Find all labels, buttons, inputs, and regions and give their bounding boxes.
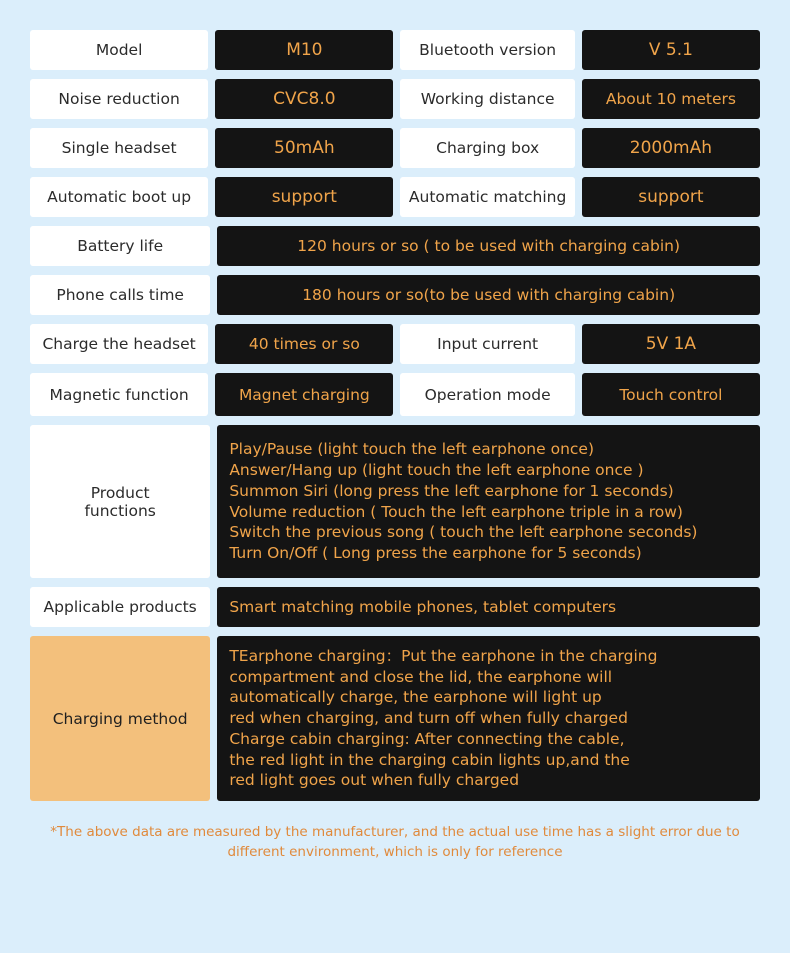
spec-value-operation-mode: Touch control <box>582 373 760 416</box>
table-row-charging-method <box>30 636 760 801</box>
spec-label-noise-reduction: Noise reduction <box>30 79 208 119</box>
spec-label-product-functions <box>30 425 210 578</box>
spec-value-charging-method <box>217 636 760 801</box>
spec-value-bluetooth-version: V 5.1 <box>582 30 760 70</box>
spec-value-magnetic-function: Magnet charging <box>215 373 393 416</box>
spec-label-single-headset: Single headset <box>30 128 208 168</box>
spec-value-phone-calls-time: 180 hours or so(to be used with charging cabin) <box>217 275 760 315</box>
spec-value-applicable-products: Smart matching mobile phones, tablet computers <box>217 587 760 627</box>
product-function-line: Play/Pause (light touch the left earphone once) <box>229 440 595 459</box>
spec-value-automatic-boot-up: support <box>215 177 393 217</box>
spec-label-applicable-products: Applicable products <box>30 587 210 627</box>
spec-value-model: M10 <box>215 30 393 70</box>
spec-value-working-distance: About 10 meters <box>582 79 760 119</box>
product-functions-label-line2: functions <box>84 501 156 520</box>
spec-label-charge-the-headset: Charge the headset <box>30 324 208 364</box>
spec-label-phone-calls-time: Phone calls time <box>30 275 210 315</box>
product-function-line: Switch the previous song ( touch the left earphone seconds) <box>229 523 698 542</box>
spec-value-charge-the-headset: 40 times or so <box>215 324 393 364</box>
charging-method-line: Charge cabin charging: After connecting the cable, <box>229 729 625 748</box>
spec-label-input-current: Input current <box>400 324 574 364</box>
product-function-line: Summon Siri (long press the left earphone for 1 seconds) <box>229 481 674 500</box>
spec-value-single-headset: 50mAh <box>215 128 393 168</box>
table-row <box>30 128 760 168</box>
table-row <box>30 79 760 119</box>
spec-label-operation-mode: Operation mode <box>400 373 574 416</box>
table-row <box>30 226 760 266</box>
product-function-line: Turn On/Off ( Long press the earphone for 5 seconds) <box>229 544 642 563</box>
spec-label-automatic-boot-up: Automatic boot up <box>30 177 208 217</box>
table-row-product-functions <box>30 425 760 578</box>
spec-label-model: Model <box>30 30 208 70</box>
charging-method-line: red when charging, and turn off when fully charged <box>229 709 628 728</box>
charging-method-line: TEarphone charging：Put the earphone in the charging <box>229 646 658 665</box>
charging-method-line: automatically charge, the earphone will light up <box>229 688 602 707</box>
spec-label-charging-box: Charging box <box>400 128 574 168</box>
spec-label-charging-method: Charging method <box>30 636 210 801</box>
footnote: *The above data are measured by the manufacturer, and the actual use time has a slight error due to different environment, which is only for reference <box>50 824 740 861</box>
product-function-line: Answer/Hang up (light touch the left earphone once ) <box>229 460 644 479</box>
spec-value-input-current: 5V 1A <box>582 324 760 364</box>
spec-label-bluetooth-version: Bluetooth version <box>400 30 574 70</box>
spec-value-charging-box: 2000mAh <box>582 128 760 168</box>
table-row <box>30 275 760 315</box>
product-function-line: Volume reduction ( Touch the left earphone triple in a row) <box>229 502 683 521</box>
charging-method-line: the red light in the charging cabin lights up,and the <box>229 750 630 769</box>
spec-label-working-distance: Working distance <box>400 79 574 119</box>
table-row <box>30 324 760 364</box>
spec-label-magnetic-function: Magnetic function <box>30 373 208 416</box>
spec-label-battery-life: Battery life <box>30 226 210 266</box>
table-row <box>30 177 760 217</box>
product-functions-label-line1: Product <box>90 483 150 502</box>
spec-label-automatic-matching: Automatic matching <box>400 177 574 217</box>
spec-value-noise-reduction: CVC8.0 <box>215 79 393 119</box>
charging-method-line: compartment and close the lid, the earphone will <box>229 667 613 686</box>
spec-value-product-functions <box>217 425 760 578</box>
table-row-applicable-products <box>30 587 760 627</box>
spec-value-automatic-matching: support <box>582 177 760 217</box>
spec-value-battery-life: 120 hours or so ( to be used with charging cabin) <box>217 226 760 266</box>
table-row <box>30 373 760 416</box>
charging-method-line: red light goes out when fully charged <box>229 771 520 790</box>
table-row <box>30 30 760 70</box>
